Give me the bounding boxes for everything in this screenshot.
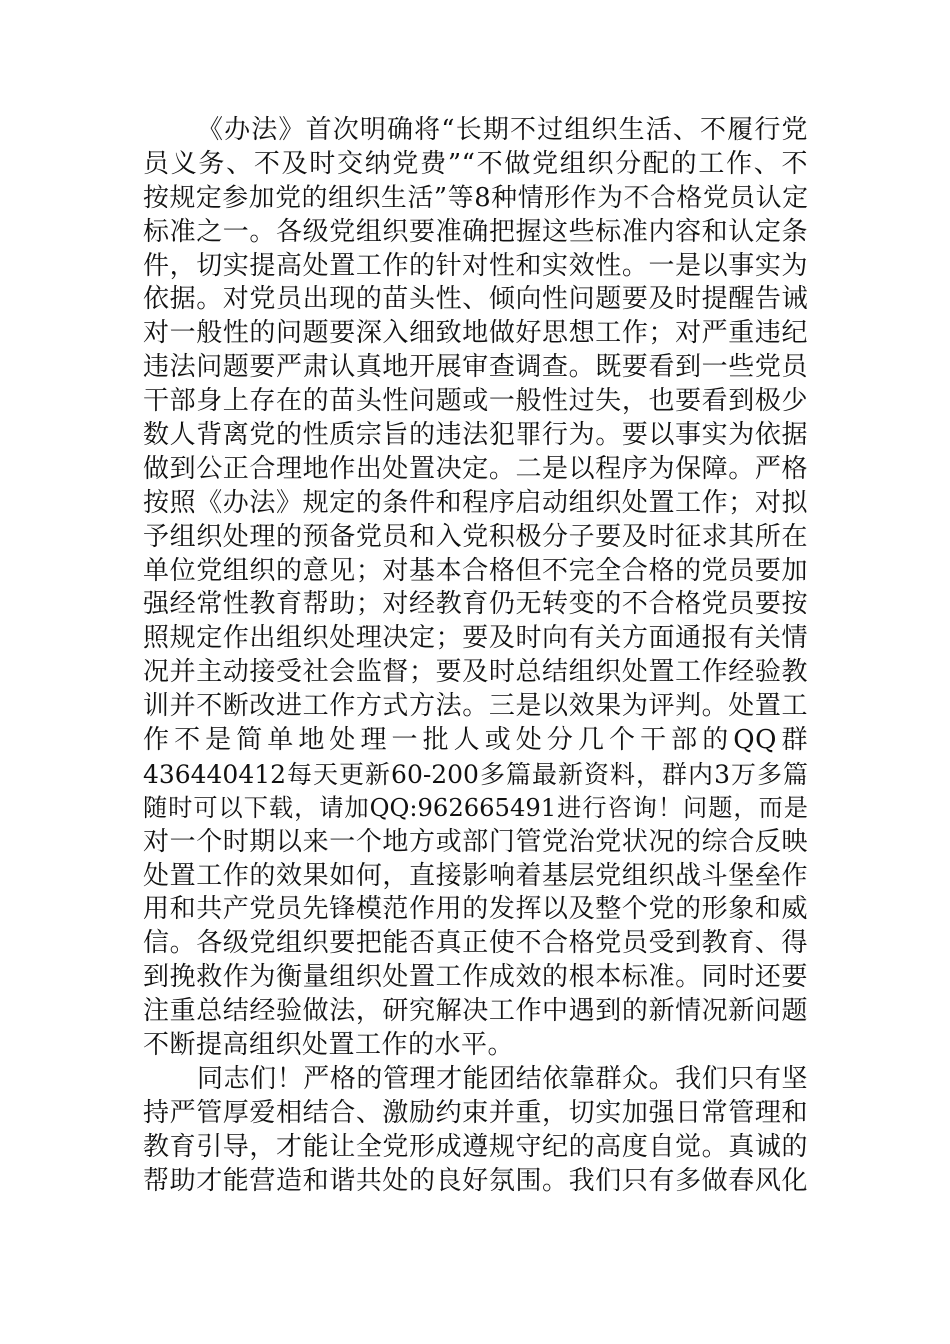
paragraph-1-line-7: 对一般性的问题要深入细致地做好思想工作；对严重违纪 — [143, 318, 808, 349]
paragraph-2-line-3: 教育引导，才能让全党形成遵规守纪的高度自觉。真诚的 — [143, 1131, 808, 1162]
paragraph-1-line-1: 《办法》首次明确将“长期不过组织生活、不履行党 — [197, 115, 808, 145]
paragraph-1-line-10: 数人背离党的性质宗旨的违法犯罪行为。要以事实为依据 — [143, 420, 808, 451]
paragraph-1-line-11: 做到公正合理地作出处置决定。二是以程序为保障。严格 — [143, 453, 808, 484]
paragraph-1-line-6: 依据。对党员出现的苗头性、倾向性问题要及时提醒告诫 — [143, 284, 808, 315]
paragraph-1-line-3: 按规定参加党的组织生活”等8种情形作为不合格党员认定 — [143, 182, 808, 213]
paragraph-1-line-4: 标准之一。各级党组织要准确把握这些标准内容和认定条 — [143, 216, 808, 247]
paragraph-1-line-9: 干部身上存在的苗头性问题或一般性过失，也要看到极少 — [143, 386, 808, 417]
paragraph-1-line-12: 按照《办法》规定的条件和程序启动组织处置工作；对拟 — [143, 487, 808, 518]
paragraph-1-line-23: 处置工作的效果如何，直接影响着基层党组织战斗堡垒作 — [143, 860, 808, 891]
paragraph-1-line-27: 注重总结经验做法，研究解决工作中遇到的新情况新问题 — [143, 996, 808, 1027]
paragraph-1-line-13: 予组织处理的预备党员和入党积极分子要及时征求其所在 — [143, 521, 808, 552]
paragraph-1-line-15: 强经常性教育帮助；对经教育仍无转变的不合格党员要按 — [143, 589, 808, 620]
paragraph-1-line-2: 员义务、不及时交纳党费”“不做党组织分配的工作、不 — [143, 148, 808, 179]
paragraph-1-line-16: 照规定作出组织处理决定；要及时向有关方面通报有关情 — [143, 623, 808, 654]
paragraph-1-line-5: 件，切实提高处置工作的针对性和实效性。一是以事实为 — [143, 250, 808, 281]
paragraph-2-line-1: 同志们！严格的管理才能团结依靠群众。我们只有坚 — [197, 1063, 808, 1094]
paragraph-1-line-25: 信。各级党组织要把能否真正使不合格党员受到教育、得 — [143, 928, 808, 959]
paragraph-1-line-14: 单位党组织的意见；对基本合格但不完全合格的党员要加 — [143, 555, 808, 586]
body-text — [143, 114, 808, 1199]
paragraph-1-line-28: 不断提高组织处置工作的水平。 — [143, 1030, 515, 1061]
paragraph-1-line-20: 436440412每天更新60-200多篇最新资料，群内3万多篇 — [143, 759, 808, 789]
paragraph-2-line-4: 帮助才能营造和谐共处的良好氛围。我们只有多做春风化 — [143, 1165, 808, 1196]
paragraph-1-line-22: 对一个时期以来一个地方或部门管党治党状况的综合反映 — [143, 826, 808, 857]
paragraph-2-line-2: 持严管厚爱相结合、激励约束并重，切实加强日常管理和 — [143, 1097, 808, 1128]
paragraph-1-line-26: 到挽救作为衡量组织处置工作成效的根本标准。同时还要 — [143, 962, 808, 993]
paragraph-1-line-18: 训并不断改进工作方式方法。三是以效果为评判。处置工 — [143, 691, 808, 722]
paragraph-1-line-17: 况并主动接受社会监督；要及时总结组织处置工作经验教 — [143, 657, 808, 688]
paragraph-1-line-21: 随时可以下载，请加QQ:962665491进行咨询！问题，而是 — [143, 793, 808, 822]
paragraph-1-line-8: 违法问题要严肃认真地开展审查调查。既要看到一些党员 — [143, 352, 808, 383]
paragraph-1-line-24: 用和共产党员先锋模范作用的发挥以及整个党的形象和威 — [143, 894, 808, 925]
paragraph-1-line-19: 作不是简单地处理一批人或处分几个干部的QQ群 — [143, 725, 808, 756]
